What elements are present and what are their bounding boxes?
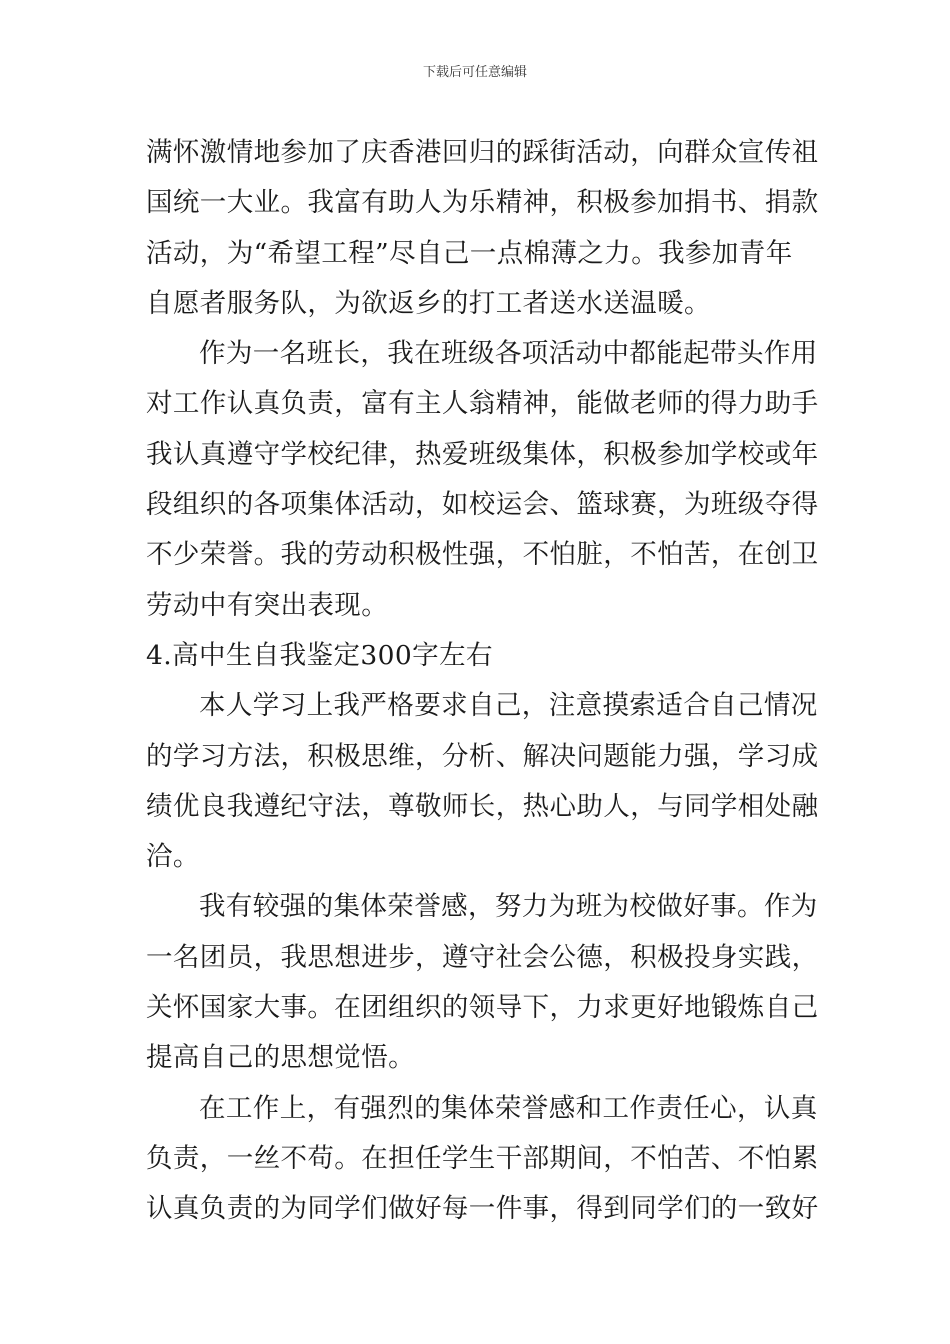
text-line: 段组织的各项集体活动，如校运会、篮球赛，为班级夺得 — [146, 489, 819, 521]
text-line: 洽。 — [146, 841, 200, 873]
section-heading: 4.高中生自我鉴定300字左右 — [146, 639, 493, 671]
text-line: 认真负责的为同学们做好每一件事，得到同学们的一致好 — [146, 1193, 819, 1225]
text-line: 活动，为“希望工程”尽自己一点棉薄之力。我参加青年 — [146, 237, 793, 269]
text-line: 一名团员，我思想进步，遵守社会公德，积极投身实践， — [146, 941, 819, 973]
text-line: 负责，一丝不苟。在担任学生干部期间，不怕苦、不怕累 — [146, 1142, 819, 1174]
text-line: 对工作认真负责，富有主人翁精神，能做老师的得力助手 — [146, 388, 819, 420]
text-line: 绩优良我遵纪守法，尊敬师长，热心助人，与同学相处融 — [146, 790, 819, 822]
text-line: 不少荣誉。我的劳动积极性强，不怕脏，不怕苦，在创卫 — [146, 539, 819, 571]
text-line: 关怀国家大事。在团组织的领导下，力求更好地锻炼自己 — [146, 992, 819, 1024]
paragraph-first-line: 在工作上，有强烈的集体荣誉感和工作责任心，认真 — [199, 1092, 818, 1124]
paragraph-first-line: 作为一名班长，我在班级各项活动中都能起带头作用 — [199, 338, 818, 370]
paragraph-first-line: 本人学习上我严格要求自己，注意摸索适合自己情况 — [199, 690, 818, 722]
text-line: 自愿者服务队，为欲返乡的打工者送水送温暖。 — [146, 287, 711, 319]
text-line: 我认真遵守学校纪律，热爱班级集体，积极参加学校或年 — [146, 438, 819, 470]
paragraph-first-line: 我有较强的集体荣誉感，努力为班为校做好事。作为 — [199, 891, 818, 923]
text-line: 满怀激情地参加了庆香港回归的踩街活动，向群众宣传祖 — [146, 137, 819, 168]
text-line: 的学习方法，积极思维，分析、解决问题能力强，学习成 — [146, 740, 819, 772]
page-header: 下载后可任意编辑 — [422, 65, 527, 80]
text-line: 提高自己的思想觉悟。 — [146, 1042, 415, 1074]
document-body — [146, 128, 819, 1235]
text-line: 劳动中有突出表现。 — [146, 589, 389, 621]
text-line: 国统一大业。我富有助人为乐精神，积极参加捐书、捐款 — [146, 187, 819, 219]
